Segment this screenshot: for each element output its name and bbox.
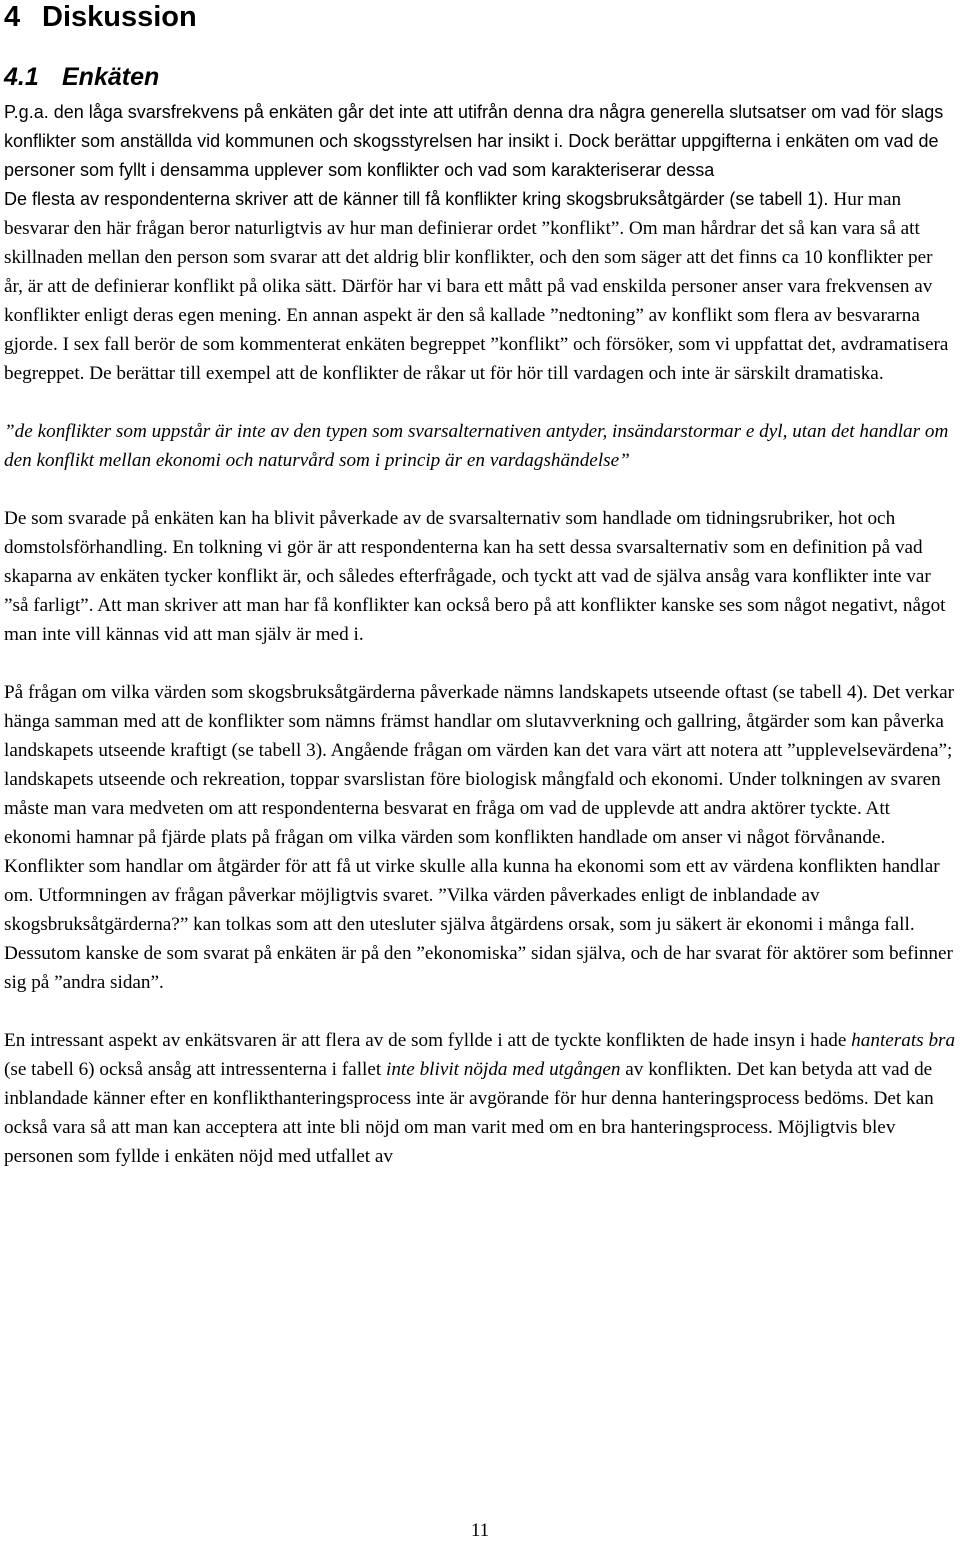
paragraph-4-part-2: (se tabell 6) också ansåg att intressenterna i fallet [4,1059,386,1080]
paragraph-1-part-3: De flesta av respondenterna skriver att de känner till få konflikter kring skogsbruksåtgärder (se tabell 1). [4,189,834,209]
paragraph-1 [4,98,956,388]
section-number: 4 [4,1,21,33]
paragraph-4 [4,1026,956,1171]
body-text [4,98,956,1171]
paragraph-4-part-3: av konflikten. Det kan betyda att vad de inblandade känner efter en konflikthanteringsprocess inte är avgörande för hur denna hanteringsprocess bedöms. Det kan också vara så att man kan acceptera att inte bli nöjd om man varit med om en bra hanteringsprocess. Möjligtvis blev personen som fyllde i enkäten nöjd med utfallet av [4,1059,934,1167]
paragraph-4-part-1: En intressant aspekt av enkätsvaren är att flera av de som fyllde i att de tyckte konflikten de hade insyn i hade [4,1030,852,1051]
subsection-title: Enkäten [62,63,160,91]
subsection-heading [4,62,159,92]
page-number: 11 [470,1520,490,1541]
quote-paragraph: ”de konflikter som uppstår är inte av den typen som svarsalternativen antyder, insändarstormar e dyl, utan det handlar om den konflikt mellan ekonomi och naturvård som i princip är en vardagshändelse” [4,421,949,471]
document-page [4,0,956,1543]
section-heading [4,0,197,34]
subsection-number: 4.1 [4,63,39,91]
section-title: Diskussion [42,1,197,33]
paragraph-1-part-4: Hur man besvarar den här frågan beror naturligtvis av hur man definierar ordet ”konflikt”. Om man hårdrar det så kan vara så att skillnaden mellan den person som svarar att det aldrig blir konflikter, och den som säger att det finns ca 10 konflikter per år, är att de definierar konflikt på olika sätt. Därför har vi bara ett mått på vad enskilda personer anser vara frekvensen av konflikter enligt deras egen mening. En annan aspekt är den så kallade ”nedtoning” av konflikt som flera av besvararna gjorde. I sex fall berör de som kommenterat enkäten begreppet ”konflikt” och försöker, som vi uppfattat det, avdramatisera begreppet. De berättar till exempel att de konflikter de råkar ut för hör till vardagen och inte är särskilt dramatiska. [4,189,949,384]
paragraph-1-part-1: P.g.a. den låga svarsfrekvens på enkäten går det inte att utifrån denna dra några generella slutsatser om vad för slags konflikter som anställda vid kommunen och skogsstyrelsen har insikt i. [4,102,944,151]
paragraph-1-part-2: Dock berättar uppgifterna i enkäten om vad de personer som fyllt i densamma upplever som konflikter och vad som karakteriserar dessa [4,131,939,180]
paragraph-4-emphasis-1: hanterats bra [851,1030,956,1051]
paragraph-4-emphasis-2: inte blivit nöjda med utgången [386,1059,621,1080]
paragraph-3: På frågan om vilka värden som skogsbruksåtgärderna påverkade nämns landskapets utseende oftast (se tabell 4). Det verkar hänga samman med att de konflikter som nämns främst handlar om slutavverkning och gallring, åtgärder som kan påverka landskapets utseende kraftigt (se tabell 3). Angående frågan om värden kan det vara värt att notera att ”upplevelsevärdena”; landskapets utseende och rekreation, toppar svarslistan före biologisk mångfald och ekonomi. Under tolkningen av svaren måste man vara medveten om att respondenterna besvarat en fråga om vad de upplevde att andra aktörer tyckte. Att ekonomi hamnar på fjärde plats på frågan om vilka värden som konflikten handlade om anser vi något förvånande. Konflikter som handlar om åtgärder för att få ut virke skulle alla kunna ha ekonomi som ett av värdena konflikten handlar om. Utformningen av frågan påverkar möjligtvis svaret. ”Vilka värden påverkades enligt de inblandade av skogsbruksåtgärderna?” kan tolkas som att den utesluter själva åtgärdens orsak, som ju säkert är ekonomi i många fall. Dessutom kanske de som svarat på enkäten är på den ”ekonomiska” sidan själva, och de har svarat för aktörer som befinner sig på ”andra sidan”. [4,682,954,993]
paragraph-2: De som svarade på enkäten kan ha blivit påverkade av de svarsalternativ som handlade om tidningsrubriker, hot och domstolsförhandling. En tolkning vi gör är att respondenterna kan ha sett dessa svarsalternativ som en definition på vad skaparna av enkäten tycker konflikt är, och således efterfrågade, och tyckt att vad de själva ansåg vara konflikter inte var ”så farligt”. Att man skriver att man har få konflikter kan också bero på att konflikter kanske ses som något negativt, något man inte vill kännas vid att man själv är med i. [4,508,946,645]
